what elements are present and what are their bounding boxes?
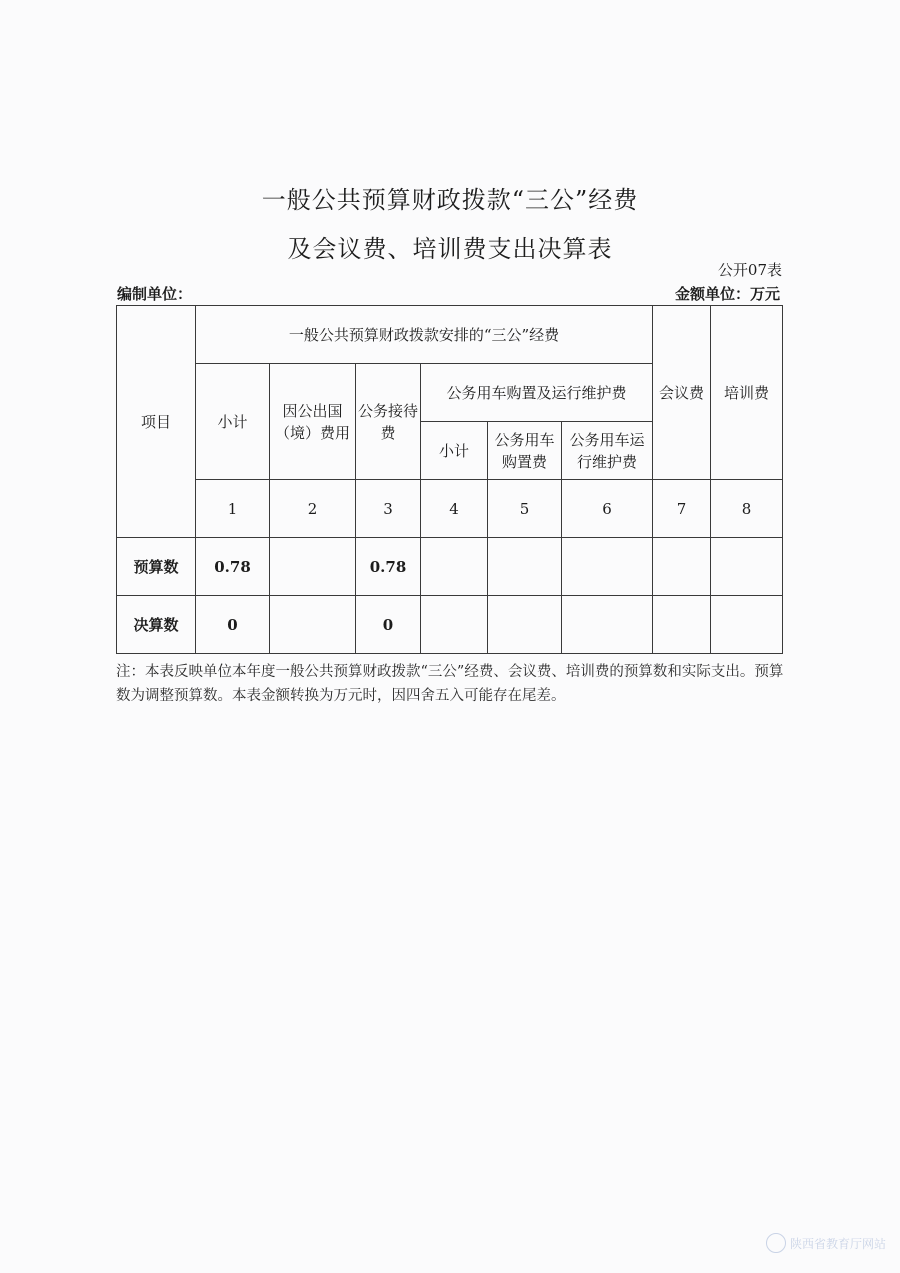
column-number: 7 [653, 480, 711, 538]
amount-unit-label: 金额单位：万元 [674, 285, 780, 303]
table-row [117, 596, 783, 654]
vehicle-expenses-header: 公务用车购置及运行维护费 [421, 364, 653, 422]
table-cell [562, 596, 653, 654]
site-watermark [766, 1233, 886, 1253]
overseas-travel-header: 因公出国（境）费用 [270, 364, 356, 480]
official-reception-header: 公务接待费 [356, 364, 421, 480]
table-cell [488, 596, 562, 654]
watermark-text: 陕西省教育厅网站 [789, 1236, 886, 1251]
column-number: 5 [488, 480, 562, 538]
vehicle-purchase-header: 公务用车购置费 [488, 422, 562, 480]
table-cell [421, 538, 488, 596]
table-cell: 0.78 [196, 538, 270, 596]
table-cell: 0 [356, 596, 421, 654]
column-number: 4 [421, 480, 488, 538]
table-footnote: 注：本表反映单位本年度一般公共预算财政拨款“三公”经费、会议费、培训费的预算数和实际支出。预算数为调整预算数。本表金额转换为万元时，因四舍五入可能存在尾差。 [116, 664, 784, 704]
table-cell [653, 538, 711, 596]
vehicle-operation-header: 公务用车运行维护费 [562, 422, 653, 480]
column-number: 6 [562, 480, 653, 538]
table-cell [421, 596, 488, 654]
table-cell [270, 538, 356, 596]
row-label-budget: 预算数 [117, 538, 196, 596]
subtotal-header: 小计 [196, 364, 270, 480]
vehicle-subtotal-header: 小计 [421, 422, 488, 480]
row-label-actual: 决算数 [117, 596, 196, 654]
compiling-unit-label: 编制单位： [117, 285, 193, 303]
column-number: 8 [711, 480, 783, 538]
column-number: 1 [196, 480, 270, 538]
column-number: 3 [356, 480, 421, 538]
table-cell [711, 538, 783, 596]
watermark-logo-icon [766, 1233, 786, 1253]
table-cell [653, 596, 711, 654]
meeting-fee-header: 会议费 [653, 306, 711, 480]
table-cell [711, 596, 783, 654]
training-fee-header: 培训费 [711, 306, 783, 480]
form-number: 公开07表 [717, 261, 782, 279]
item-header: 项目 [117, 306, 196, 538]
table-cell [270, 596, 356, 654]
table-cell: 0 [196, 596, 270, 654]
table-cell [488, 538, 562, 596]
column-number: 2 [270, 480, 356, 538]
table-cell: 0.78 [356, 538, 421, 596]
document-title-line1: 一般公共预算财政拨款“三公”经费 [261, 186, 639, 214]
three-public-expenses-header: 一般公共预算财政拨款安排的“三公”经费 [196, 306, 653, 364]
document-title-line2: 及会议费、培训费支出决算表 [287, 235, 613, 263]
table-cell [562, 538, 653, 596]
table-row [117, 538, 783, 596]
expenditure-table [116, 305, 783, 654]
